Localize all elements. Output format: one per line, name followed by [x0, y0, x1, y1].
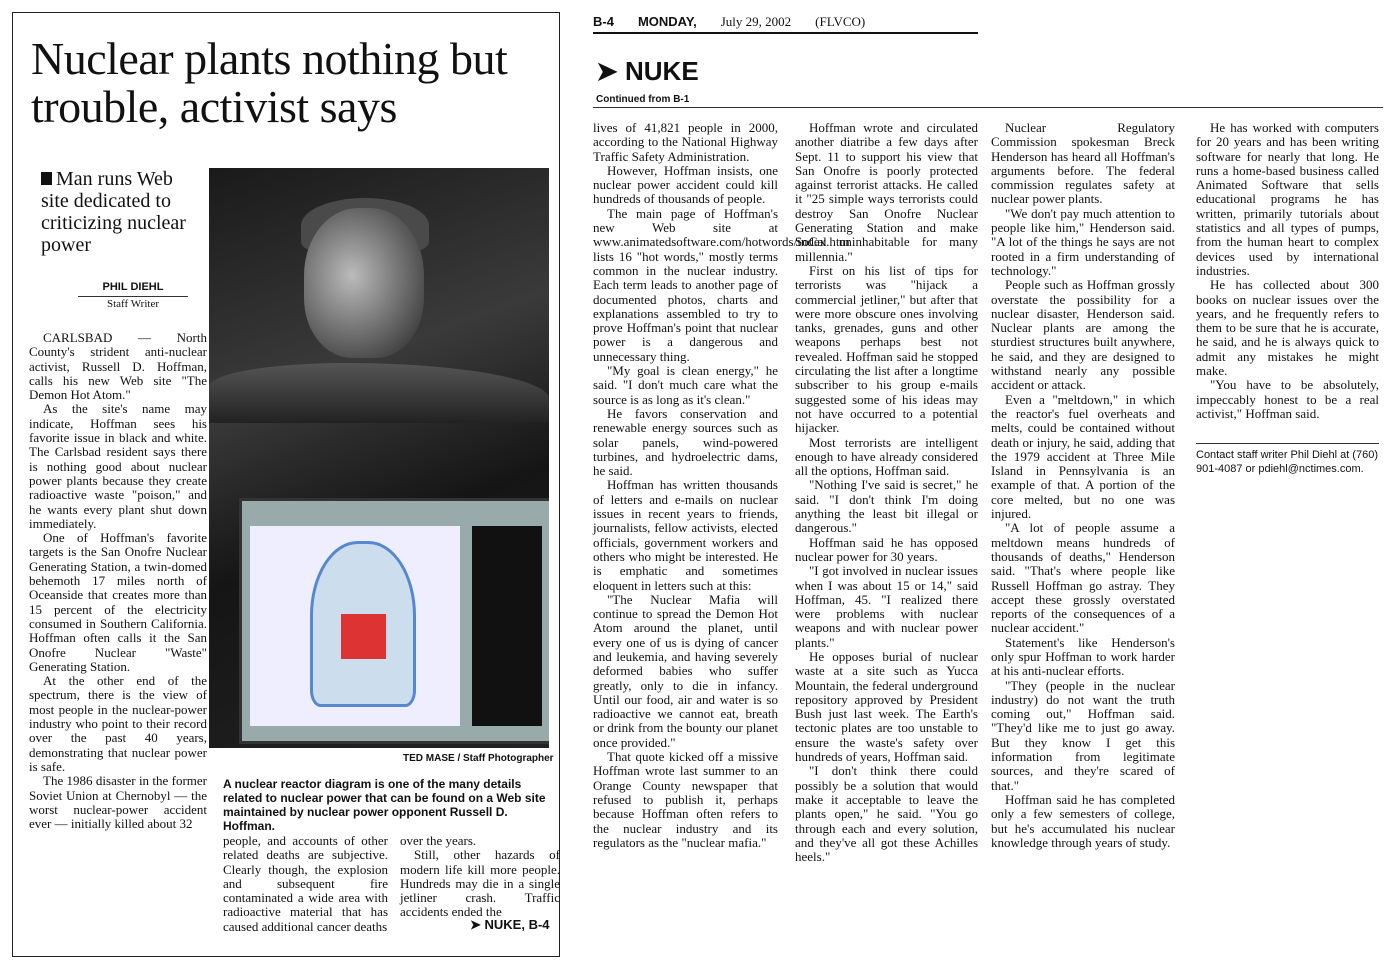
divider: [593, 107, 1383, 108]
paragraph: "Nothing I've said is secret," he said. "I don't think I'm doing anything the least bit illegal or dangerous.": [795, 477, 978, 536]
paragraph: "They (people in the nuclear industry) do not want the truth coming out," Hoffman said. "They'd like me to just go away. But they know I get this information from legitimate sources, and they're scared of that.": [991, 677, 1175, 793]
monitor-dark-panel: [472, 526, 542, 726]
paragraph: One of Hoffman's favorite targets is the San Onofre Nuclear Generating Station, a twin-domed behemoth 17 miles north of Oceanside that creates more than 15 percent of the electricity consumed in Southern California. Hoffman often calls it the San Onofre Nuclear "Waste" Generating Station.: [29, 530, 207, 674]
paragraph: Hoffman said he has opposed nuclear power for 30 years.: [795, 534, 978, 564]
folio-day: MONDAY,: [637, 14, 697, 29]
paragraph: "I got involved in nuclear issues when I was about 15 or 14," said Hoffman, 45. "I realized there were problems with nuclear weapons and with nuclear power plants.": [795, 563, 978, 650]
paragraph: He favors conservation and renewable energy sources such as solar panels, wind-powered turbines, and hydroelectric dams, he said.: [593, 405, 778, 479]
jump-column-1: [593, 120, 850, 850]
folio: [593, 14, 978, 34]
paragraph: The main page of Hoffman's new Web site at www.animatedsoftware.com/hotwords/index.htm lists 16 "hot words," mostly terms common in the nuclear industry. Each term leads to another page of documented photos, charts and explanations assembled to try to prove Hoffman's point that nuclear power is a dangerous and unnecessary thing.: [593, 205, 850, 364]
byline-title: Staff Writer: [78, 296, 188, 310]
page-number: B-4: [593, 14, 614, 29]
deck-text: Man runs Web site dedicated to criticizing nuclear power: [41, 168, 186, 256]
front-page-clip: [12, 12, 560, 957]
paragraph: He opposes burial of nuclear waste at a site such as Yucca Mountain, the federal underground repository approved by President Bush just last week. The Earth's tectonic plates are too unstable to ensure the waste's safety over hundreds of years, Hoffman said.: [795, 648, 978, 765]
paragraph: lives of 41,821 people in 2000, according to the National Highway Traffic Safety Administration.: [593, 120, 778, 164]
byline: [78, 281, 188, 310]
folio-date: July 29, 2002: [720, 14, 792, 29]
paragraph: people, and accounts of other related deaths are subjective. Clearly though, the explosion and subsequent fire contaminated a wide area with radioactive material that has caused additional cancer deaths: [223, 833, 388, 934]
paragraph: "My goal is clean energy," he said. "I don't much care what the source is as long as it's clean.": [593, 363, 778, 407]
paragraph: Hoffman has written thousands of letters and e-mails on nuclear issues in recent years to friends, journalists, fellow activists, elected officials, government workers and others who might be interested. He is emphatic and sometimes eloquent in letters such at this:: [593, 477, 778, 593]
deck: [41, 168, 201, 256]
jump-column-2: [795, 121, 978, 864]
article-column-3: [400, 834, 560, 920]
paragraph: over the years.: [400, 833, 477, 848]
article-column-2: [223, 834, 388, 934]
paragraph: Hoffman wrote and circulated another diatribe a few days after Sept. 11 to support his view that San Onofre is poorly protected against terrorist attacks. He called it "25 simple ways terrorists could destroy San Onofre Nuclear Generating Station and make SoCal uninhabitable for many millennia.": [795, 120, 978, 264]
headline: Nuclear plants nothing but trouble, activist says: [31, 33, 508, 132]
continued-from: Continued from B-1: [596, 94, 690, 105]
photo-caption: A nuclear reactor diagram is one of the many details related to nuclear power that can be found on a Web site maintained by nuclear power opponent Russell D. Hoffman.: [223, 777, 546, 833]
paragraph: People such as Hoffman grossly overstate the possibility for a nuclear disaster, Henderson said. Nuclear plants are among the sturdiest structures built anywhere, he said, and they are designed to withstand nearly any possible accident or attack.: [991, 277, 1175, 393]
paragraph: "I don't think there could possibly be a solution that would make it acceptable to leave the plants open," he said. "You go through each and every solution, and they've all got these Achilles heels.": [795, 763, 978, 865]
paragraph: Hoffman said he has completed only a few semesters of college, but he's accumulated his nuclear knowledge through years of study.: [991, 791, 1175, 850]
paragraph: Nuclear Regulatory Commission spokesman Breck Henderson has heard all Hoffman's arguments before. The federal commission regulates safety at nuclear power plants.: [991, 120, 1175, 207]
byline-name: PHIL DIEHL: [102, 281, 164, 293]
paragraph: Statement's like Henderson's only spur Hoffman to work harder at his anti-nuclear efforts.: [991, 634, 1175, 679]
paragraph: "You have to be absolutely, impeccably honest to be a real activist," Hoffman said.: [1196, 377, 1379, 421]
paragraph: First on his list of tips for terrorists was "hijack a commercial jetliner," but after that were more obscure ones involving tanks, grenades, guns and other weapons perhaps best not revealed. Hoffman said he stopped circulating the list after a longtime subscriber to his group e-mails suggested some of his ideas may not have occurred to a potential hijacker.: [795, 262, 978, 436]
article-column-1: [29, 331, 207, 831]
paragraph: He has collected about 300 books on nuclear issues over the years, and he frequently refers to them to be sure that he is accurate, he said, and he is always quick to admit any mistakes he might make.: [1196, 277, 1379, 379]
photo-credit: TED MASE / Staff Photographer: [403, 753, 554, 764]
photo-arm: [209, 363, 549, 423]
jump-slug: ➤ NUKE: [596, 56, 699, 86]
paragraph: However, Hoffman insists, one nuclear power accident could kill hundreds of thousands of people.: [593, 162, 778, 207]
paragraph: "The Nuclear Mafia will continue to spread the Demon Hot Atom around the planet, until every one of us is dying of cancer and leukemia, and having severely deformed babies who suffer greatly, only to die in infancy. Until our food, air and water is so radioactive we cannot eat, breath or drink from the bounty our planet once provided.": [593, 591, 778, 750]
paragraph: "We don't pay much attention to people like him," Henderson said. "A lot of the things he says are not rooted in a firm understanding of technology.": [991, 205, 1175, 278]
paragraph: Still, other hazards of modern life kill more people. Hundreds may die in a single jetliner crash. Traffic accidents ended the: [400, 847, 560, 920]
jump-line: ➤ NUKE, B-4: [470, 917, 550, 932]
contact-note: Contact staff writer Phil Diehl at (760) 901-4087 or pdiehl@nctimes.com.: [1196, 443, 1379, 476]
folio-edition: (FLVCO): [815, 14, 866, 29]
paragraph: That quote kicked off a missive Hoffman wrote last summer to an Orange County newspaper that refused to publish it, perhaps because Hoffman often refers to the nuclear industry and its regulators as the "nuclear mafia.": [593, 749, 778, 850]
monitor: [239, 498, 549, 744]
paragraph: Most terrorists are intelligent enough to have already considered all the options, Hoffman said.: [795, 434, 978, 479]
paragraph: CARLSBAD — North County's strident anti-nuclear activist, Russell D. Hoffman, calls his new Web site "The Demon Hot Atom.": [29, 330, 207, 403]
jump-column-4: [1196, 121, 1379, 421]
square-bullet-icon: [41, 172, 52, 185]
paragraph: Even a "meltdown," in which the reactor's fuel overheats and melts, could be contained without death or injury, he said, adding that the 1979 accident at Three Mile Island in Pennsylvania is an example of that. A portion of the core melted, but no one was injured.: [991, 391, 1175, 522]
paragraph: He has worked with computers for 20 years and has been writing software for nearly that long. He runs a home-based business called Animated Software that sells educational programs he has written, primarily tutorials about statistics and all types of pumps, from the human heart to complex devices used by international industries.: [1196, 120, 1379, 278]
reactor-diagram: [310, 541, 416, 707]
paragraph: At the other end of the spectrum, there is the view of most people in the nuclear-power industry who point to their record over the past 40 years, demonstrating that nuclear power is safe.: [29, 673, 207, 774]
paragraph: "A lot of people assume a meltdown means hundreds of thousands of deaths," Henderson said. "That's where people like Russell Hoffman go astray. They accept these grossly overstated reports of the consequences of a nuclear accident.": [991, 520, 1175, 636]
reactor-core: [341, 614, 386, 659]
photo-head: [304, 208, 424, 358]
photo: [209, 168, 549, 748]
jump-column-3: [991, 121, 1175, 850]
paragraph: The 1986 disaster in the former Soviet Union at Chernobyl — the worst nuclear-power accident ever — initially killed about 32: [29, 773, 207, 832]
monitor-screen: [250, 526, 460, 726]
paragraph: As the site's name may indicate, Hoffman sees his favorite issue in black and white. The Carlsbad resident says there is nothing good about nuclear power plants because they create radioactive waste "poison," and he wants every plant shut down immediately.: [29, 401, 207, 531]
